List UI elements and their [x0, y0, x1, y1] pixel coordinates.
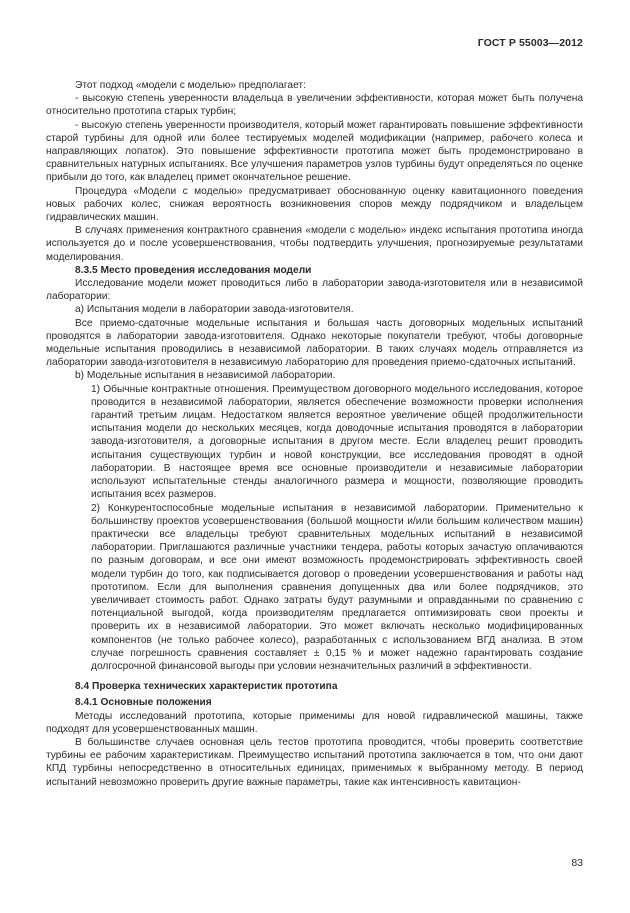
section-heading: 8.4 Проверка технических характеристик прототипа: [75, 681, 338, 693]
list-item: а) Испытания модели в лаборатории завода-изготовителя.: [75, 304, 354, 316]
page-number: 83: [571, 857, 583, 869]
list-item: b) Модельные испытания в независимой лаборатории.: [75, 370, 336, 382]
paragraph: Методы исследований прототипа, которые применимы для новой гидравлической машины, также подходят для усовершенствованных машин.: [46, 710, 583, 735]
list-item: - высокую степень уверенности владельца в увеличении эффективности, которая может быть получена относительно прототипа старых турбин;: [46, 93, 583, 118]
section-heading: 8.3.5 Место проведения исследования модели: [75, 264, 312, 276]
document-body: [46, 79, 583, 789]
paragraph: В большинстве случаев основная цель тестов прототипа проводится, чтобы проверить соответствие турбины ее рабочим характеристикам. Преимущество испытаний прототипа заключается в том, что они дают КПД турбины непосредственно в относительных единицах, применимых к выбранному методу. В период испытаний невозможно проверить другие важные параметры, такие как интенсивность кавитацион-: [46, 736, 583, 788]
list-item: 2) Конкурентоспособные модельные испытания в независимой лаборатории. Применительно к большинству проектов усовершенствования (большой мощности и/или большим количеством машин) практически все владельцы требуют сравнительных модельных испытаний в независимой лаборатории. Приглашаются различные участники тендера, работы которых зачастую оплачиваются по разным договорам, и все они имеют возможность продемонстрировать эффективность своей модели турбин до того, как подписывается договор о проведении усовершенствования и работы над прототипом. Если для выполнения сравнения допущенных два или более подрядчиков, это увеличивает стоимость работ. Однако затраты будут разумными и оправданными по сравнению с потенциальной выгодой, когда производителям предлагается оптимизировать свои проекты и проверить их в независимой лаборатории. Это может включать несколько модифицированных компонентов (не только рабочее колесо), разработанных с использованием ВГД анализа. В этом случае погрешность сравнения составляет ± 0,15 % и может надежно гарантировать создание долгосрочной финансовой выгоды при условии незначительных различий в эффективности.: [91, 502, 583, 672]
paragraph: Исследование модели может проводиться либо в лаборатории завода-изготовителя или в независимой лаборатории:: [46, 278, 583, 303]
page-header: ГОСТ Р 55003—2012: [477, 37, 583, 49]
list-item: 1) Обычные контрактные отношения. Преимуществом договорного модельного исследования, которое проводится в независимой лаборатории, является обеспечение возможности проверки исполнения гарантий третьим лицам. Недостатком является вероятное увеличение общей продолжительности испытания модели до нескольких месяцев, когда доводочные испытания проводятся в лаборатории завода-изготовителя, а договорные испытания в другом месте. Если владелец решит проводить испытания существующих турбин и новой конструкции, все исследования проводят в одной лаборатории. В настоящее время все основные производители и независимые лаборатории используют испытательные стенды аналогичного размера и мощности, позволяющие проводить испытания всех размеров.: [91, 383, 583, 501]
list-item: - высокую степень уверенности производителя, который может гарантировать повышение эффективности старой турбины для одной или более тестируемых моделей модификации (например, рабочего колеса и направляющих лопаток). Это повышение эффективности прототипа может быть продемонстрировано в сравнительных натурных испытаниях. Все улучшения параметров узлов турбины будут определяться по оценке прибыли до того, как владелец примет окончательное решение.: [46, 119, 583, 184]
paragraph: Все приемо-сдаточные модельные испытания и большая часть договорных модельных испытаний проводятся в лаборатории завода-изготовителя. Однако некоторые покупатели требуют, чтобы договорные модельные испытания проводились в независимой лаборатории. В таких случаях модель отправляется из лаборатории завода-изготовителя в независимую лабораторию для проведения приемо-сдаточных испытаний.: [46, 317, 583, 369]
paragraph: В случаях применения контрактного сравнения «модели с моделью» индекс испытания прототипа иногда используется до и после усовершенствования, чтобы подтвердить улучшения, прогнозируемые результатами моделирования.: [46, 225, 583, 263]
subsection-heading: 8.4.1 Основные положения: [75, 697, 212, 709]
nested-list: [46, 383, 583, 673]
paragraph: Этот подход «модели с моделью» предполагает:: [75, 80, 306, 91]
paragraph: Процедура «Модели с моделью» предусматривает обоснованную оценку кавитационного поведения новых рабочих колес, снижая вероятность возникновения споров между подрядчиком и владельцем гидравлических машин.: [46, 185, 583, 224]
